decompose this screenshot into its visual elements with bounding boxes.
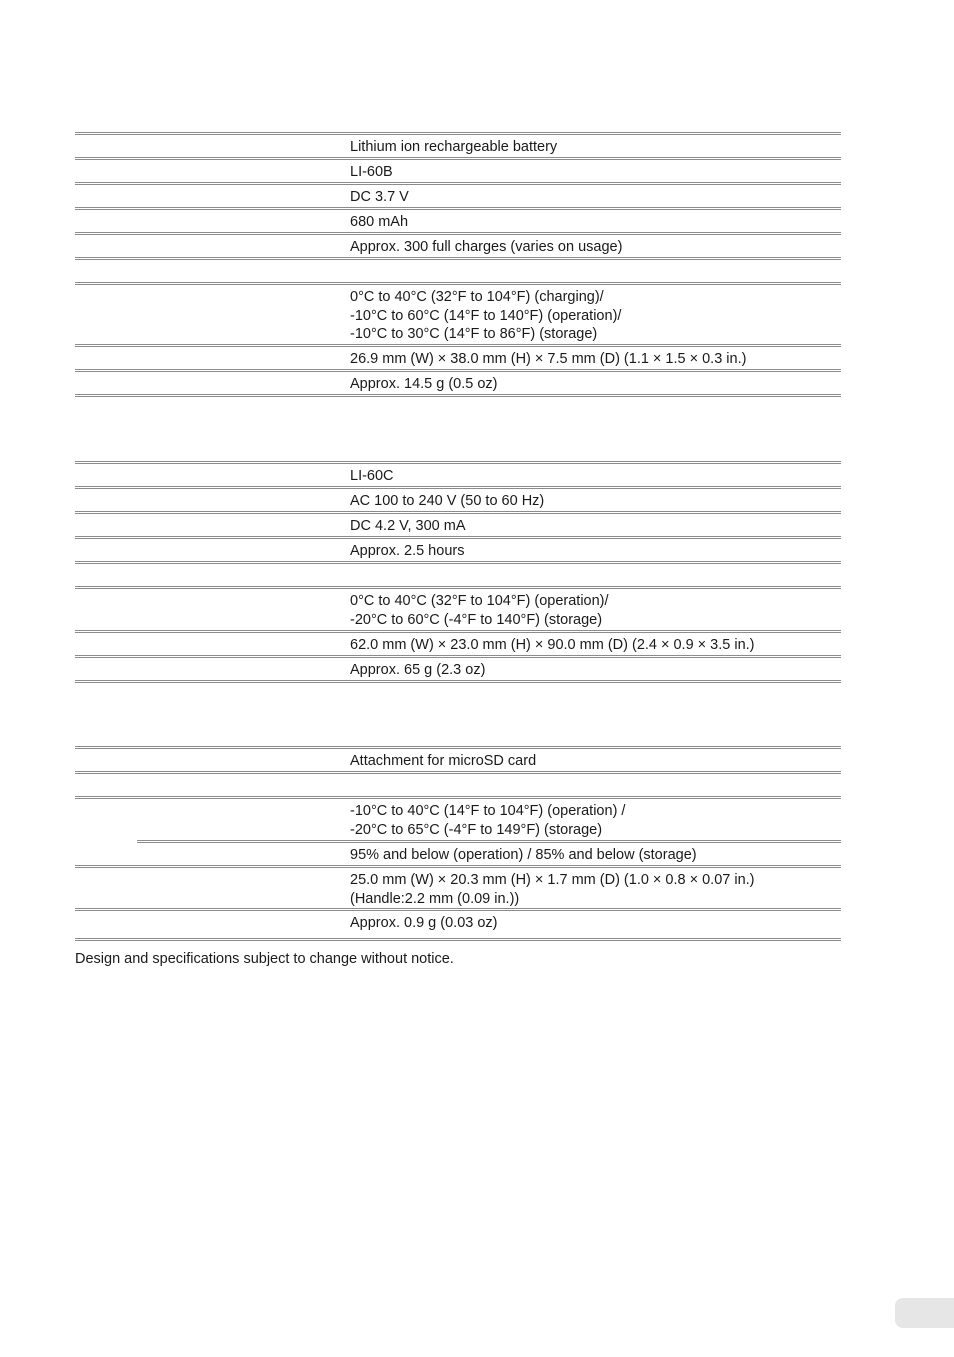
spec-value: 95% and below (operation) / 85% and below (storage) <box>350 847 697 863</box>
spec-row-type <box>75 746 841 771</box>
spec-row-weight <box>75 369 841 394</box>
table-bottom-rule <box>75 938 841 941</box>
spec-value: Approx. 65 g (2.3 oz) <box>350 662 486 678</box>
table-bottom-rule <box>75 394 841 397</box>
spec-value: 26.9 mm (W) × 38.0 mm (H) × 7.5 mm (D) (1.1 × 1.5 × 0.3 in.) <box>350 351 747 367</box>
spec-row-charging-time <box>75 536 841 561</box>
attachment-spec-table <box>75 746 841 938</box>
spec-row-input <box>75 486 841 511</box>
spec-value: 62.0 mm (W) × 23.0 mm (H) × 90.0 mm (D) (2.4 × 0.9 × 3.5 in.) <box>350 637 755 653</box>
spec-row-weight <box>75 655 841 680</box>
spec-value: DC 4.2 V, 300 mA <box>350 518 466 534</box>
spec-row-dimensions <box>75 630 841 655</box>
spec-row-cycles <box>75 232 841 257</box>
spec-value: Approx. 14.5 g (0.5 oz) <box>350 376 498 392</box>
spec-value: Attachment for microSD card <box>350 753 537 769</box>
spec-value: 0°C to 40°C (32°F to 104°F) (operation)/ -20°C to 60°C (-4°F to 140°F) (storage) <box>350 593 609 628</box>
spec-value: 0°C to 40°C (32°F to 104°F) (charging)/ -10°C to 60°C (14°F to 140°F) (operation)/ -10°C to 30°C (14°F to 86°F) (storage) <box>350 289 622 342</box>
spec-row-environment-heading <box>75 771 841 796</box>
spec-row-temperature <box>75 796 841 840</box>
spec-row-capacity <box>75 207 841 232</box>
spec-row-humidity <box>75 840 841 865</box>
spec-value: LI-60C <box>350 468 394 484</box>
spec-row-output <box>75 511 841 536</box>
spec-value: Lithium ion rechargeable battery <box>350 139 558 155</box>
spec-value: Approx. 0.9 g (0.03 oz) <box>350 915 498 931</box>
spec-row-model <box>75 461 841 486</box>
spec-value: -10°C to 40°C (14°F to 104°F) (operation) / -20°C to 65°C (-4°F to 149°F) (storage) <box>350 803 626 838</box>
spec-row-dimensions <box>75 344 841 369</box>
spec-value: Approx. 2.5 hours <box>350 543 465 559</box>
spec-value: DC 3.7 V <box>350 189 409 205</box>
spec-row-environment-heading <box>75 561 841 586</box>
spec-value: AC 100 to 240 V (50 to 60 Hz) <box>350 493 545 509</box>
spec-row-model <box>75 157 841 182</box>
specification-disclaimer: Design and specifications subject to change without notice. <box>75 951 454 967</box>
battery-spec-table <box>75 132 841 394</box>
spec-row-environment-heading <box>75 257 841 282</box>
spec-row-weight <box>75 908 841 938</box>
page-number-tab <box>895 1298 954 1328</box>
table-bottom-rule <box>75 680 841 683</box>
spec-row-temperature <box>75 586 841 630</box>
charger-spec-table <box>75 461 841 680</box>
spec-row-battery-type <box>75 132 841 157</box>
spec-value: 680 mAh <box>350 214 409 230</box>
spec-row-temperature <box>75 282 841 344</box>
spec-value: LI-60B <box>350 164 393 180</box>
spec-value: Approx. 300 full charges (varies on usage) <box>350 239 623 255</box>
spec-value: 25.0 mm (W) × 20.3 mm (H) × 1.7 mm (D) (1.0 × 0.8 × 0.07 in.) (Handle:2.2 mm (0.09 in.)) <box>350 872 755 907</box>
spec-row-dimensions <box>75 865 841 908</box>
spec-row-voltage <box>75 182 841 207</box>
